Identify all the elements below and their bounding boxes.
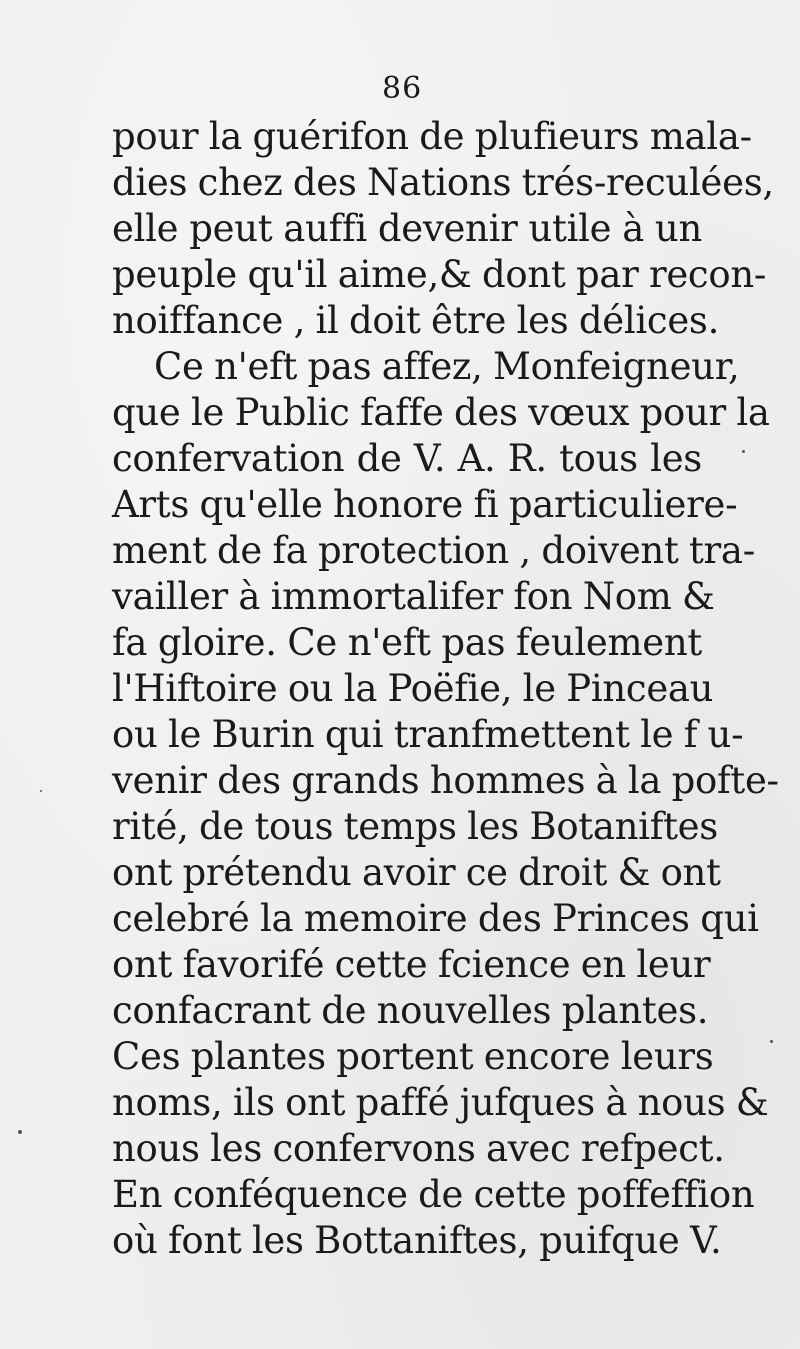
text-line: ont prétendu avoir ce droit & ont [112,851,721,894]
paper-speck [742,450,745,453]
text-line: fa gloire. Ce n'eft pas feulement [112,621,702,664]
text-line: ment de fa protection , doivent tra- [112,529,755,572]
text-line: venir des grands hommes à la pofte- [112,759,779,802]
body-text [112,114,779,1264]
text-line: pour la guérifon de plufieurs mala- [112,115,752,158]
text-line: que le Public faffe des vœux pour la [112,391,770,434]
text-line: vailler à immortalifer fon Nom & [112,575,715,618]
text-line: celebré la memoire des Princes qui [112,897,759,940]
paper-speck [18,1130,22,1134]
text-line: l'Hiftoire ou la Poëfie, le Pinceau [112,667,714,710]
text-line: confacrant de nouvelles plantes. [112,989,709,1032]
paper-speck [40,790,42,792]
text-line: où font les Bottaniftes, puifque V. [112,1219,722,1262]
text-line: noiffance , il doit être les délices. [112,299,720,342]
paper-speck [770,1040,773,1043]
text-line: ont favorifé cette fcience en leur [112,943,711,986]
text-line: noms, ils ont paffé jufques à nous & [112,1081,769,1124]
text-line: Arts qu'elle honore fi particuliere- [112,483,738,526]
text-line: nous les confervons avec refpect. [112,1127,725,1170]
text-line: peuple qu'il aime,& dont par recon- [112,253,767,296]
text-line: dies chez des Nations trés-reculées, [112,161,774,204]
text-line: Ces plantes portent encore leurs [112,1035,714,1078]
text-line: elle peut auffi devenir utile à un [112,207,702,250]
text-line: ou le Burin qui tranfmettent le f u- [112,713,744,756]
text-line: Ce n'eft pas affez, Monfeigneur, [154,345,740,388]
text-line: rité, de tous temps les Botaniftes [112,805,718,848]
text-line: En conféquence de cette poffeffion [112,1173,755,1216]
page-number: 86 [382,71,423,106]
text-line: confervation de V. A. R. tous les [112,437,702,480]
